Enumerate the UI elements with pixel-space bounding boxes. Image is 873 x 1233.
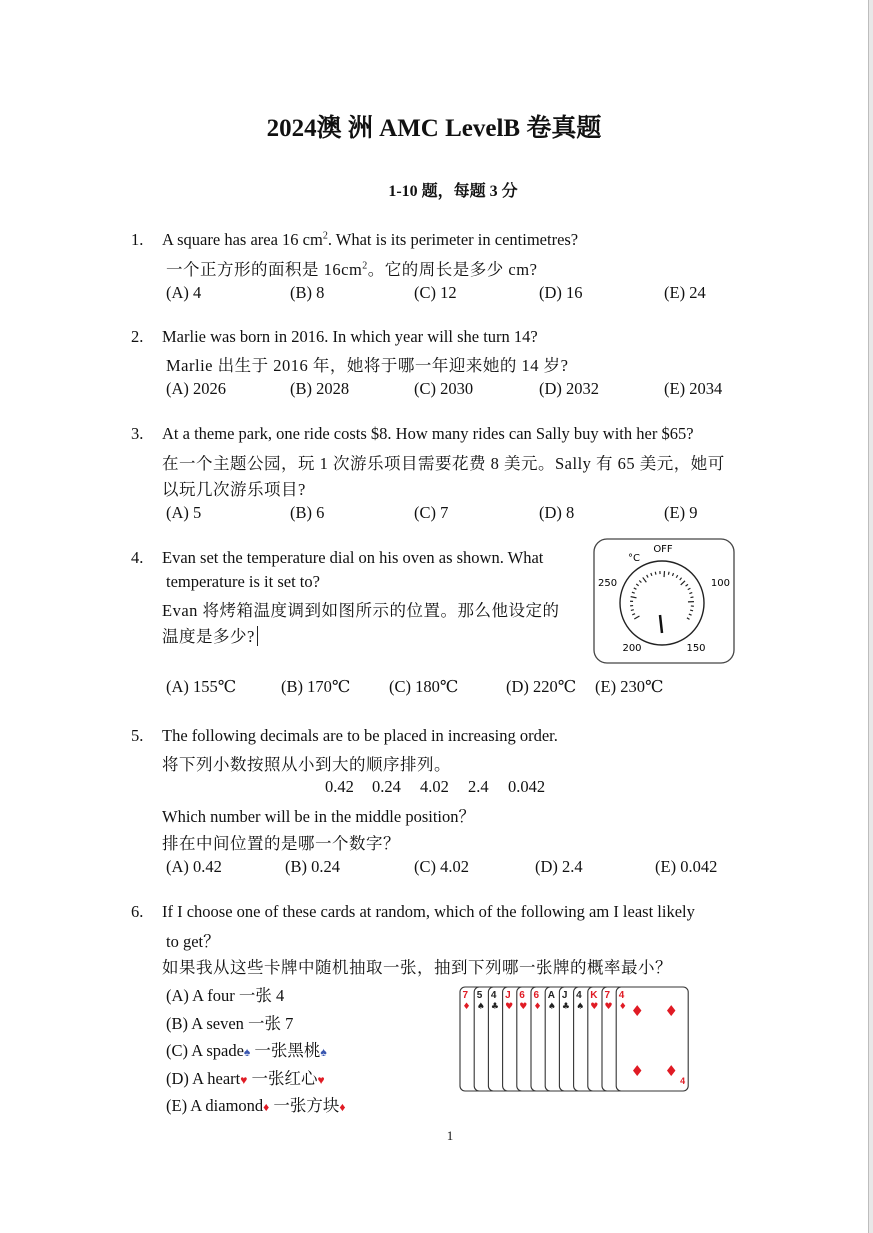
card-rank: 4: [490, 990, 497, 1001]
question-6-option-c[interactable]: (C) A spade♠ 一张黑桃♠: [166, 1041, 327, 1060]
question-2-option-a[interactable]: (A) 2026: [166, 379, 227, 398]
question-3-chinese-line-2: 以玩几次游乐项目?: [162, 480, 306, 499]
card-suit: ♦: [533, 1002, 542, 1012]
card-suit: ♦: [618, 1002, 627, 1012]
question-2-number: 2.: [131, 327, 144, 346]
question-2-option-b[interactable]: (B) 2028: [290, 379, 350, 398]
question-6-option-d[interactable]: (D) A heart♥ 一张红心♥: [166, 1069, 325, 1088]
playing-cards-figure: [456, 984, 706, 1096]
question-4-chinese-line-2: 温度是多少?: [162, 623, 258, 647]
dial-label-unit: °C: [628, 553, 640, 564]
decimal-0: 0.42: [325, 777, 354, 796]
question-3-option-a[interactable]: (A) 5: [166, 503, 202, 522]
decimal-3: 2.4: [468, 777, 489, 796]
question-1-option-c[interactable]: (C) 12: [414, 283, 457, 302]
card-suit: ♥: [604, 1002, 613, 1012]
question-1-option-b[interactable]: (B) 8: [290, 283, 325, 302]
question-3-option-c[interactable]: (C) 7: [414, 503, 449, 522]
heart-icon: ♥: [317, 1073, 325, 1087]
question-2-english: Marlie was born in 2016. In which year will she turn 14?: [162, 327, 538, 346]
card-rank: 7: [462, 990, 469, 1001]
dial-label-off: OFF: [653, 544, 673, 555]
question-1-option-a[interactable]: (A) 4: [166, 283, 202, 302]
card-suit: ♠: [547, 1002, 556, 1012]
question-2-option-e[interactable]: (E) 2034: [664, 379, 723, 398]
spade-icon: ♠: [320, 1045, 327, 1059]
question-5-option-b[interactable]: (B) 0.24: [285, 857, 340, 876]
question-4-english-line-2: temperature is it set to?: [166, 572, 320, 591]
page-title: 2024澳 洲 AMC LevelB 卷真题: [266, 115, 602, 142]
card-pip: ♦: [664, 1062, 678, 1080]
question-6-option-a[interactable]: (A) A four 一张 4: [166, 986, 285, 1005]
dial-label-100: 100: [710, 578, 730, 589]
question-5-number: 5.: [131, 726, 144, 745]
card-rank: J: [505, 990, 511, 1001]
card-pip: ♦: [630, 1062, 644, 1080]
question-3-option-e[interactable]: (E) 9: [664, 503, 698, 522]
question-1-number: 1.: [131, 230, 144, 249]
question-4-english-line-1: Evan set the temperature dial on his oven as shown. What: [162, 548, 544, 567]
card-suit: ♥: [505, 1002, 514, 1012]
question-2-option-c[interactable]: (C) 2030: [414, 379, 474, 398]
dial-tick: [668, 572, 669, 575]
card-suit: ♥: [519, 1002, 528, 1012]
question-3-option-d[interactable]: (D) 8: [539, 503, 575, 522]
card-rank: 4: [618, 990, 625, 1001]
card-rank-corner: 4: [680, 1076, 686, 1086]
question-1-chinese: 一个正方形的面积是 $16cm^2$。它的周长是多少 cm?: [166, 260, 538, 279]
question-4-chinese-line-1: Evan 将烤箱温度调到如图所示的位置。那么他设定的: [162, 601, 560, 620]
question-6-chinese-line-1: 如果我从这些卡牌中随机抽取一张，抽到下列哪一张牌的概率最小？: [162, 958, 672, 977]
dial-tick: [690, 597, 693, 598]
section-heading: 1-10 题，每题 3 分: [388, 183, 518, 200]
question-3-option-b[interactable]: (B) 6: [290, 503, 325, 522]
question-4-option-e[interactable]: (E) 230℃: [595, 677, 664, 696]
question-3-chinese-line-1: 在一个主题公园，玩 1 次游乐项目需要花费 8 美元。Sally 有 65 美元，她可: [162, 454, 725, 473]
card-rank: 4: [576, 990, 582, 1001]
question-5-english-line-2: Which number will be in the middle position？: [162, 807, 475, 826]
question-4-option-c[interactable]: (C) 180℃: [389, 677, 459, 696]
question-6-option-b[interactable]: (B) A seven 一张 7: [166, 1014, 294, 1033]
question-5-option-d[interactable]: (D) 2.4: [535, 857, 583, 876]
card-rank: J: [561, 990, 568, 1001]
question-4-option-a[interactable]: (A) 155℃: [166, 677, 237, 696]
heart-icon: ♥: [240, 1073, 248, 1087]
question-1-option-d[interactable]: (D) 16: [539, 283, 583, 302]
question-1-english: A square has area 16 $cm^2$. What is its perimeter in centimetres?: [162, 230, 579, 249]
diamond-icon: ♦: [263, 1100, 270, 1114]
decimal-2: 4.02: [420, 777, 449, 796]
playing-card: [616, 987, 688, 1091]
card-rank: K: [590, 990, 598, 1001]
card-pip: ♦: [664, 1002, 678, 1020]
dial-label-200: 200: [622, 643, 642, 654]
card-suit: ♦: [462, 1002, 471, 1012]
card-suit: ♠: [476, 1002, 485, 1012]
decimal-1: 0.24: [372, 777, 401, 796]
question-2-chinese: Marlie 出生于 2016 年，她将于哪一年迎来她的 14 岁?: [166, 356, 569, 375]
question-5-option-c[interactable]: (C) 4.02: [414, 857, 469, 876]
question-1-option-e[interactable]: (E) 24: [664, 283, 706, 302]
card-rank: 7: [604, 990, 611, 1001]
question-4-number: 4.: [131, 548, 144, 567]
decimal-4: 0.042: [508, 777, 546, 796]
spade-icon: ♠: [243, 1045, 251, 1059]
dial-tick: [631, 610, 634, 611]
card-rank: A: [547, 990, 555, 1001]
question-5-option-a[interactable]: (A) 0.42: [166, 857, 222, 876]
text-cursor: [257, 626, 258, 646]
question-6-number: 6.: [131, 902, 144, 921]
question-6-option-e[interactable]: (E) A diamond♦ 一张方块♦: [166, 1096, 346, 1115]
card-pip: ♦: [630, 1002, 644, 1020]
dial-tick: [690, 610, 693, 611]
dial-tick: [655, 572, 656, 575]
page-number: 1: [446, 1128, 454, 1143]
card-suit: ♣: [490, 1002, 499, 1012]
card-rank: 5: [476, 990, 483, 1001]
question-5-chinese-line-2: 排在中间位置的是哪一个数字？: [162, 834, 400, 853]
question-5-chinese-line-1: 将下列小数按照从小到大的顺序排列。: [162, 755, 451, 774]
question-2-option-d[interactable]: (D) 2032: [539, 379, 600, 398]
question-5-option-e[interactable]: (E) 0.042: [655, 857, 718, 876]
dial-label-250: 250: [598, 578, 618, 589]
question-5-english-line-1: The following decimals are to be placed in increasing order.: [162, 726, 558, 745]
question-6-english-line-1: If I choose one of these cards at random, which of the following am I least likely: [162, 902, 695, 921]
dial-label-150: 150: [686, 643, 706, 654]
card-rank: 6: [533, 990, 540, 1001]
question-6-english-line-2: to get？: [166, 932, 220, 951]
card-suit: ♥: [590, 1002, 599, 1012]
question-4-option-b[interactable]: (B) 170℃: [281, 677, 351, 696]
card-suit: ♣: [561, 1002, 570, 1012]
diamond-icon: ♦: [339, 1100, 346, 1114]
question-4-option-d[interactable]: (D) 220℃: [506, 677, 577, 696]
question-3-number: 3.: [131, 424, 144, 443]
card-suit: ♠: [576, 1002, 585, 1012]
oven-dial-figure: [592, 537, 736, 667]
question-3-english: At a theme park, one ride costs $8. How many rides can Sally buy with her $65?: [162, 424, 694, 443]
card-rank: 6: [519, 990, 525, 1001]
